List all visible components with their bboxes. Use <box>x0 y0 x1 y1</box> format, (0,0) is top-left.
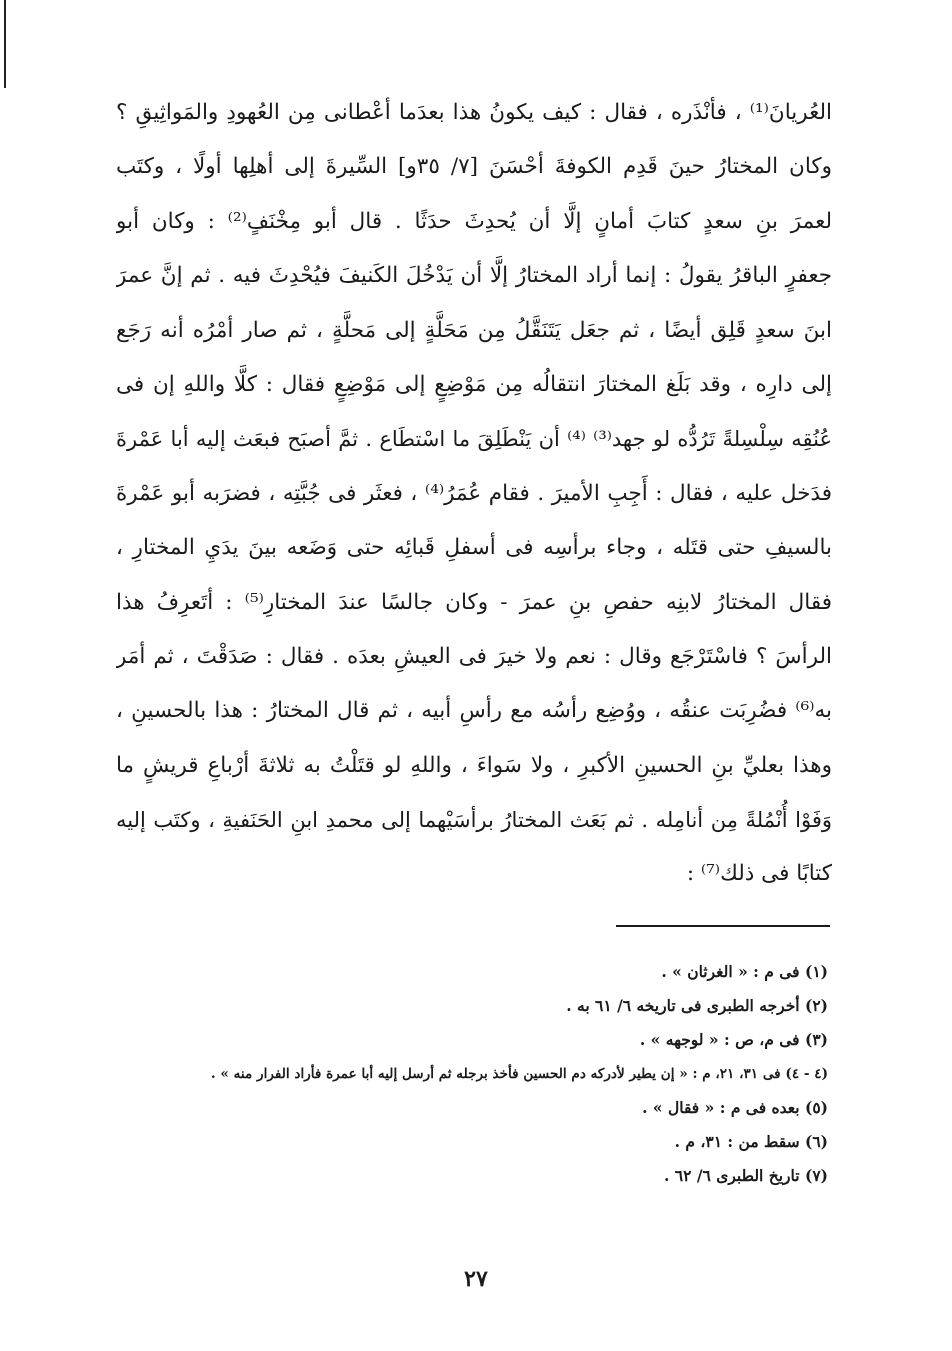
footnote: (١) فى م : « الغرثان » . <box>661 962 828 981</box>
text-line: ابنَ سعدٍ قَلِق أيضًا ، ثم جعَل يَتَنَقَّلُ مِن مَحَلَّةٍ إلى مَحلَّةٍ ، ثم صار أمْرُه أنه رَجَع <box>116 317 832 343</box>
main-text-body <box>116 86 832 902</box>
text-line: به⁽⁶⁾ فضُرِبَت عنقُه ، ووُضِع رأسُه مع رأسِ أبيه ، ثم قال المختارُ : هذا بالحسينِ ، <box>116 698 832 724</box>
text-line: عُنُقِه سِلْسِلةً تَرُدُّه لو جهد⁽³⁾ ⁽⁴⁾ أن يَنْطَلِقَ ما اسْتطَاع . ثمَّ أصبَح فبعَث إليه أبا عَمْرةَ <box>116 427 832 452</box>
text-line: جعفرٍ الباقرُ يقولُ : إنما أراد المختارُ إلَّا أن يَدْخُلَ الكَنيفَ فيُحْدِثَ فيه . ثم إنَّ عمرَ <box>116 263 832 289</box>
text-line: بالسيفِ حتى قتَله ، وجاء برأسِه فى أسفلِ قَبائِه حتى وَضَعه بينَ يدَيِ المختارِ ، <box>116 535 832 561</box>
text-line: الرأسَ ؟ فاسْتَرْجَع وقال : نعم ولا خيرَ فى العيشِ بعدَه . فقال : صَدَقْتَ ، ثم أمَر <box>116 643 832 669</box>
footnotes <box>116 955 828 1193</box>
footnote: (٥) بعده فى م : « فقال » . <box>642 1098 828 1117</box>
page-edge-line <box>4 0 6 88</box>
text-line: فقال المختارُ لابنِه حفصِ بنِ عمرَ - وكان جالسًا عندَ المختارِ⁽⁵⁾ : أتَعرِفُ هذا <box>116 589 832 615</box>
text-line: فدَخل عليه ، فقال : أَجِبِ الأميرَ . فقام عُمَرُ⁽⁴⁾ ، فعثَر فى جُبَّتِه ، فضرَبه أبو عَمْرةَ <box>116 480 832 506</box>
text-line: العُريانَ⁽¹⁾ ، فأنْذَره ، فقال : كيف يكونُ هذا بعدَما أعْطانى مِن العُهودِ والمَواثِيقِ ؟ <box>116 100 832 125</box>
footnote: (٣) فى م، ص : « لوجهه » . <box>639 1030 828 1049</box>
footnote: (٢) أخرجه الطبرى فى تاريخه ٦/ ٦١ به . <box>566 996 828 1015</box>
text-line: وَفَوْا أُنْمُلةً مِن أنامِله . ثم بَعَث المختارُ برأسَيْهما إلى محمدِ ابنِ الحَنَفيةِ ، وكتَب إليه <box>116 808 832 833</box>
footnote: (٦) سقط من : ٣١، م . <box>674 1132 828 1151</box>
footnote: (٧) تاريخ الطبرى ٦/ ٦٢ . <box>664 1166 828 1185</box>
text-line: وهذا بعليِّ بنِ الحسينِ الأكبرِ ، ولا سَواءَ ، واللهِ لو قتَلْتُ به ثلاثةَ أرْباعِ قريشٍ ما <box>116 752 832 778</box>
text-line: إلى دارِه ، وقد بَلَغ المختارَ انتقالُه مِن مَوْضِعٍ إلى مَوْضِعٍ فقال : كلَّا واللهِ إن فى <box>116 371 832 397</box>
text-line: وكان المختارُ حينَ قَدِم الكوفةَ أحْسَنَ [٧/ ٣٥و] السِّيرةَ إلى أهلِها أولًا ، وكتَب <box>116 154 832 180</box>
page-number: ٢٧ <box>464 1266 488 1292</box>
footnote-separator <box>616 925 830 927</box>
text-line: لعمرَ بنِ سعدٍ كتابَ أمانٍ إلَّا أن يُحدِثَ حدَثًا . قال أبو مِخْنَفٍ⁽²⁾ : وكان أبو <box>116 208 832 234</box>
footnote: (٤ - ٤) فى ٣١، ٢١، م : « إن يطير لأدركه دم الحسين فأخذ برجله ثم أرسل إليه أبا عمرة فأراد الفرار منه » . <box>210 1066 828 1082</box>
text-line: كتابًا فى ذلك⁽⁷⁾ : <box>686 861 832 887</box>
